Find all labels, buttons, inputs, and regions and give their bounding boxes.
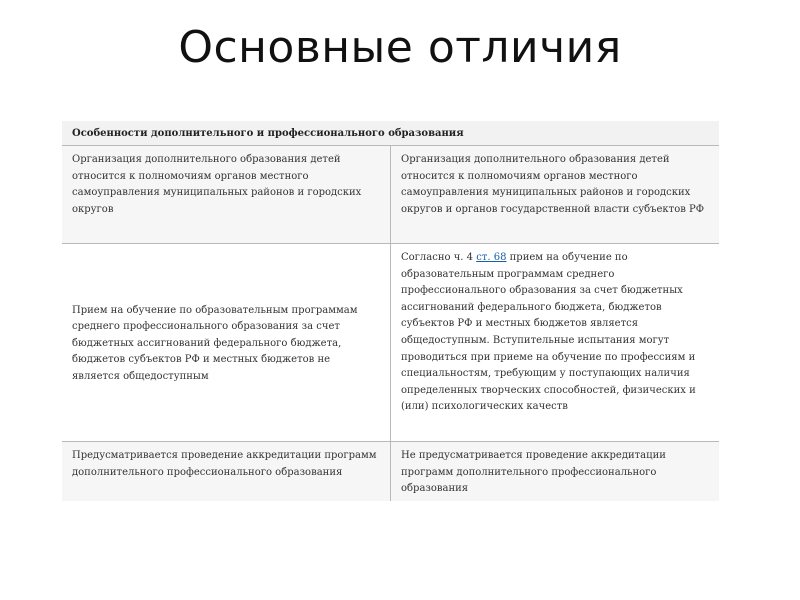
table-header-row (62, 121, 719, 146)
slide-title: Основные отличия (178, 22, 622, 73)
row-2-right-suffix: прием на обучение по образовательным программам среднего профессионального образования за счет бюджетных ассигнований федерального бюджета, бюджетов субъектов РФ и местных бюджетов является общедоступным. Вступительные испытания могут проводиться при приеме на обучение по профессиям и специальностям, требующим у поступающих наличия определенных творческих способностей, физических и (или) психологических качеств (401, 252, 696, 413)
row-2-left-cell: Прием на обучение по образовательным программам среднего профессионального образования за счет бюджетных ассигнований федерального бюджета, бюджетов субъектов РФ и местных бюджетов не является общедоступным (62, 244, 391, 442)
table-header: Особенности дополнительного и профессионального образования (62, 121, 719, 146)
table-row (62, 442, 719, 501)
row-1-right-cell: Организация дополнительного образования детей относится к полномочиям органов местного самоуправления муниципальных районов и городских округов и органов государственной власти субъектов РФ (391, 146, 720, 244)
row-3-right-cell: Не предусматривается проведение аккредитации программ дополнительного профессионального образования (391, 442, 720, 501)
row-2-right-prefix: Согласно ч. 4 (401, 252, 474, 263)
row-1-left-cell: Организация дополнительного образования детей относится к полномочиям органов местного самоуправления муниципальных районов и городских округов (62, 146, 391, 244)
row-3-left-cell: Предусматривается проведение аккредитации программ дополнительного профессионального образования (62, 442, 391, 501)
row-2-right-cell (391, 244, 720, 442)
comparison-table (62, 121, 719, 501)
article-68-link[interactable]: ст. 68 (476, 252, 507, 263)
table-row (62, 244, 719, 442)
table-row (62, 146, 719, 244)
